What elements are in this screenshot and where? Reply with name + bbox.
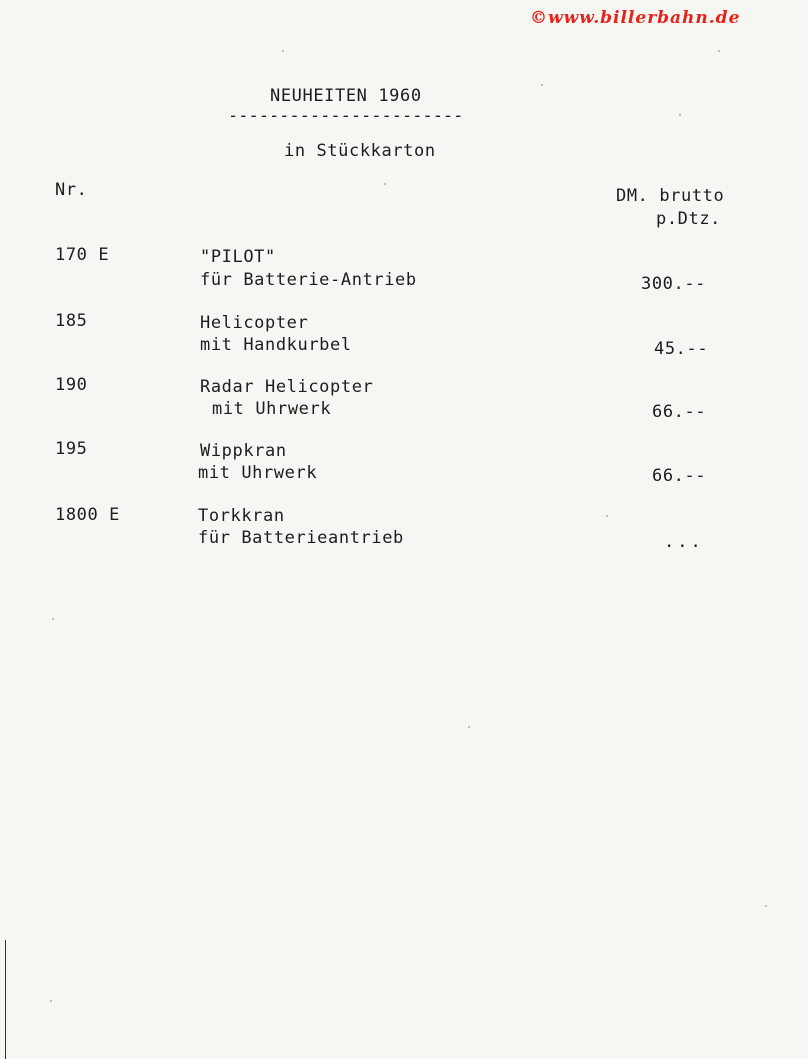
- column-header-price-unit: p.Dtz.: [656, 209, 722, 229]
- item-detail: für Batterieantrieb: [198, 528, 404, 548]
- item-detail: mit Handkurbel: [200, 335, 352, 355]
- column-header-nr: Nr.: [55, 180, 88, 200]
- scan-speck: [541, 84, 543, 86]
- item-detail: für Batterie-Antrieb: [200, 270, 417, 290]
- scan-speck: [765, 905, 767, 907]
- item-number: 185: [55, 311, 88, 331]
- item-price: ...: [664, 532, 704, 552]
- item-number: 190: [55, 375, 88, 395]
- scan-speck: [384, 183, 386, 185]
- page-edge-mark: [5, 940, 6, 1059]
- title-underline: -----------------------: [228, 106, 464, 126]
- item-number: 195: [55, 439, 88, 459]
- item-name: Radar Helicopter: [200, 377, 374, 397]
- item-name: Helicopter: [200, 313, 309, 333]
- item-name: Torkkran: [198, 506, 285, 526]
- item-detail: mit Uhrwerk: [198, 463, 318, 483]
- item-price: 45.--: [654, 339, 709, 359]
- item-price: 300.--: [641, 274, 707, 294]
- scan-speck: [606, 515, 608, 517]
- page-subtitle: in Stückkarton: [284, 141, 436, 161]
- scan-speck: [468, 726, 470, 728]
- scan-speck: [50, 1000, 52, 1002]
- item-name: "PILOT": [200, 247, 276, 267]
- watermark-text: ©www.billerbahn.de: [530, 8, 741, 28]
- scan-speck: [718, 50, 720, 52]
- scan-speck: [52, 618, 54, 620]
- page-title: NEUHEITEN 1960: [270, 86, 422, 106]
- scan-speck: [679, 114, 681, 116]
- item-number: 1800 E: [55, 505, 121, 525]
- column-header-price: DM. brutto: [616, 186, 725, 206]
- item-detail: mit Uhrwerk: [212, 399, 332, 419]
- item-price: 66.--: [652, 402, 707, 422]
- item-name: Wippkran: [200, 441, 287, 461]
- item-price: 66.--: [652, 466, 707, 486]
- scan-speck: [282, 50, 284, 52]
- item-number: 170 E: [55, 245, 110, 265]
